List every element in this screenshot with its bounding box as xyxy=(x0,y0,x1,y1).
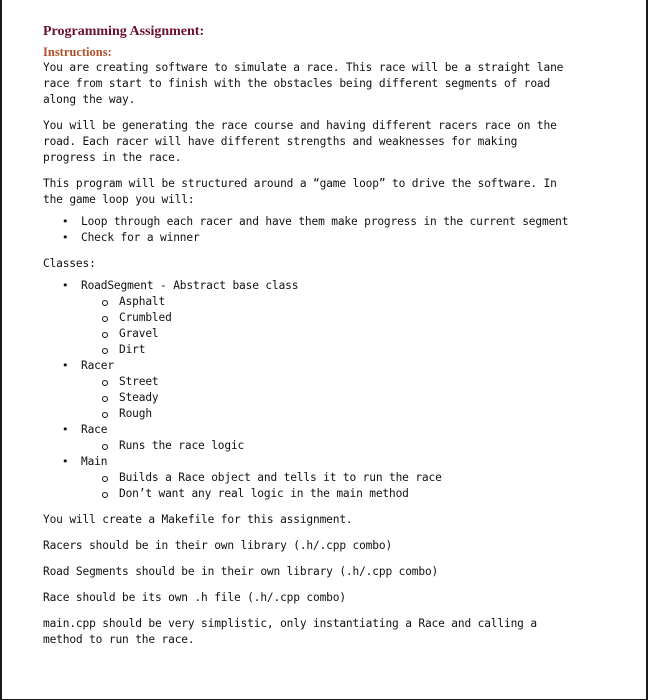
structure-line: the game loop you will: xyxy=(43,193,195,206)
class-item-racer xyxy=(43,358,613,422)
intro-paragraph xyxy=(43,60,613,108)
list-item: Street xyxy=(81,374,613,390)
structure-line: This program will be structured around a “game loop” to drive the software. In xyxy=(43,177,557,190)
list-item: Rough xyxy=(81,406,613,422)
class-label: Main xyxy=(81,455,108,468)
race-line: Race should be its own .h file (.h/.cpp combo) xyxy=(43,591,346,604)
subclass-list xyxy=(81,470,613,502)
subclass-list xyxy=(81,374,613,422)
assignment-title: Programming Assignment: xyxy=(43,24,205,39)
generating-line: road. Each racer will have different strengths and weaknesses for making xyxy=(43,135,518,148)
intro-line: race from start to finish with the obstacles being different segments of road xyxy=(43,77,551,90)
subclass-list xyxy=(81,438,613,454)
road-segments-line: Road Segments should be in their own library (.h/.cpp combo) xyxy=(43,565,439,578)
generating-line: You will be generating the race course and having different racers race on the xyxy=(43,119,557,132)
document-content xyxy=(43,22,613,648)
instructions-heading: Instructions: xyxy=(43,45,112,59)
generating-line: progress in the race. xyxy=(43,151,182,164)
main-paragraph xyxy=(43,616,613,648)
list-item: Asphalt xyxy=(81,294,613,310)
list-item: Runs the race logic xyxy=(81,438,613,454)
intro-line: along the way. xyxy=(43,93,136,106)
subclass-list xyxy=(81,294,613,358)
game-loop-list xyxy=(43,214,613,246)
racers-line: Racers should be in their own library (.h/.cpp combo) xyxy=(43,539,393,552)
makefile-line: You will create a Makefile for this assignment. xyxy=(43,513,353,526)
main-line: method to run the race. xyxy=(43,633,195,646)
main-line: main.cpp should be very simplistic, only instantiating a Race and calling a xyxy=(43,617,537,630)
generating-paragraph xyxy=(43,118,613,166)
list-item: • Loop through each racer and have them make progress in the current segment xyxy=(43,214,613,230)
class-item-roadsegment xyxy=(43,278,613,358)
classes-heading: Classes: xyxy=(43,257,96,270)
list-item: Crumbled xyxy=(81,310,613,326)
class-label: Racer xyxy=(81,359,114,372)
list-item: • Check for a winner xyxy=(43,230,613,246)
list-item: Dirt xyxy=(81,342,613,358)
classes-list xyxy=(43,278,613,502)
class-item-main xyxy=(43,454,613,502)
list-item: Gravel xyxy=(81,326,613,342)
structure-paragraph xyxy=(43,176,613,208)
class-label: RoadSegment - Abstract base class xyxy=(81,279,299,292)
class-label: Race xyxy=(81,423,108,436)
list-item: Builds a Race object and tells it to run the race xyxy=(81,470,613,486)
intro-line: You are creating software to simulate a race. This race will be a straight lane xyxy=(43,61,564,74)
list-item: Don’t want any real logic in the main method xyxy=(81,486,613,502)
class-item-race xyxy=(43,422,613,454)
list-item: Steady xyxy=(81,390,613,406)
